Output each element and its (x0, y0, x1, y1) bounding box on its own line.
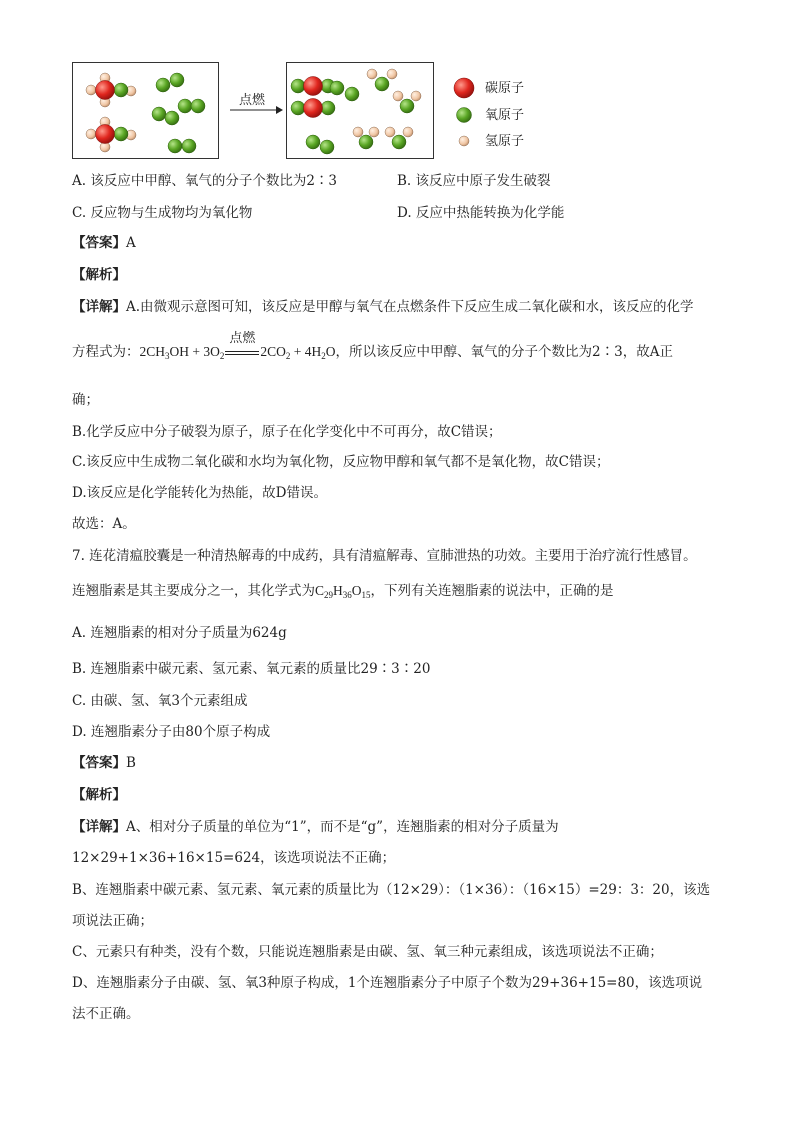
arrow-label: 点燃 (238, 93, 266, 108)
legend (454, 78, 524, 149)
q7-analysis-tag: 【解析】 (72, 787, 126, 803)
carbon-dioxide-molecule (291, 77, 335, 96)
q6-detail-b: B.化学反应中分子破裂为原子，原子在化学变化中不可再分，故C错误； (72, 424, 502, 440)
legend-label: 碳原子 (485, 81, 525, 96)
answer-tag: 【答案】 (72, 755, 126, 771)
legend-label: 氢原子 (485, 134, 525, 149)
q6-answer (72, 234, 136, 252)
oxygen-molecule (178, 99, 205, 113)
carbon-atom-icon (454, 78, 474, 98)
q7-detail-line: 法不正确。 (72, 1006, 140, 1022)
detail-text: A、相对分子质量的单位为“1”，而不是“g”，连翘脂素的相对分子质量为 (126, 819, 559, 835)
q6-option-c: C. 反应物与生成物均为氧化物 (72, 205, 253, 221)
water-molecule (393, 91, 421, 113)
water-molecule (367, 69, 397, 91)
oxygen-atom-icon (457, 108, 472, 123)
q7-option-c: C. 由碳、氢、氧3个元素组成 (72, 693, 248, 709)
q6-equation-line (72, 330, 673, 365)
q6-option-b: B. 该反应中原子发生破裂 (397, 173, 551, 189)
equation-suffix: ，所以该反应中甲醇、氧气的分子个数比为2∶3，故A正 (335, 344, 673, 360)
equation-condition: 点燃 (229, 330, 256, 345)
hydrogen-atom-icon (459, 136, 469, 146)
carbon-dioxide-molecule (291, 99, 335, 118)
stem-suffix: ，下列有关连翘脂素的说法中，正确的是 (370, 583, 614, 599)
detail-text: A.由微观示意图可知，该反应是甲醇与氧气在点燃条件下反应生成二氧化碳和水，该反应的化学 (126, 299, 694, 315)
oxygen-molecule (306, 135, 334, 154)
water-molecule (385, 127, 413, 149)
q6-detail-c: C.该反应中生成物二氧化碳和水均为氧化物，反应物甲醇和氧气都不是氧化物，故C错误； (72, 454, 610, 470)
arrow-head-icon (276, 106, 283, 114)
oxygen-molecule (168, 139, 196, 153)
oxygen-molecule (156, 73, 184, 92)
methanol-molecule (86, 117, 136, 152)
q6-detail-line: 确； (72, 392, 99, 408)
methanol-molecule (86, 73, 136, 107)
stem-prefix: 连翘脂素是其主要成分之一，其化学式为 (72, 583, 315, 599)
oxygen-molecule (152, 107, 179, 125)
q7-option-b: B. 连翘脂素中碳元素、氢元素、氧元素的质量比29∶3∶20 (72, 661, 431, 677)
q7-answer (72, 754, 136, 772)
q6-analysis-tag: 【解析】 (72, 267, 126, 283)
detail-tag: 【详解】 (72, 819, 126, 835)
equation-prefix: 方程式为： (72, 344, 140, 360)
legend-label: 氧原子 (485, 108, 525, 123)
q6-option-d: D. 反应中热能转换为化学能 (397, 205, 565, 221)
answer-value: B (126, 755, 136, 771)
q6-option-a: A. 该反应中甲醇、氧气的分子个数比为2∶3 (72, 173, 338, 189)
answer-value: A (126, 235, 136, 251)
water-molecule (353, 127, 379, 149)
q7-option-a: A. 连翘脂素的相对分子质量为624g (72, 625, 287, 641)
q7-stem: 7. 连花清瘟胶囊是一种清热解毒的中成药，具有清瘟解毒、宣肺泄热的功效。主要用于治疗流行性感冒。 (72, 548, 697, 564)
detail-tag: 【详解】 (72, 299, 126, 315)
oxygen-molecule (330, 81, 359, 101)
q7-stem-formula-line (72, 582, 614, 604)
reaction-diagram (72, 62, 532, 162)
chemical-formula: $C_{29}H_{36}O_{15}$ (315, 583, 371, 600)
q7-detail-line: B、连翘脂素中碳元素、氢元素、氧元素的质量比为（12×29）：（1×36）：（16×15）=29：3：20，该选 (72, 882, 711, 898)
q7-detail-line: 12×29+1×36+16×15=624，该选项说法不正确； (72, 850, 396, 866)
q7-detail-line: C、元素只有种类，没有个数，只能说连翘脂素是由碳、氢、氧三种元素组成，该选项说法不正确； (72, 944, 663, 960)
q7-option-d: D. 连翘脂素分子由80个原子构成 (72, 724, 271, 740)
q6-choose: 故选：A。 (72, 516, 136, 532)
q7-detail-line (72, 818, 559, 836)
q7-detail-line: D、连翘脂素分子由碳、氢、氧3种原子构成，1个连翘脂素分子中原子个数为29+36+15=80，该选项说 (72, 975, 703, 991)
q6-detail-d: D.该反应是化学能转化为热能，故D错误。 (72, 485, 327, 501)
answer-tag: 【答案】 (72, 235, 126, 251)
chemical-equation: $2CH_3OH + 3O_2$ 点燃 $2CO_2 + 4H_2O$ (139, 330, 336, 361)
q7-detail-line: 项说法正确； (72, 913, 153, 929)
q6-detail-line (72, 298, 694, 316)
